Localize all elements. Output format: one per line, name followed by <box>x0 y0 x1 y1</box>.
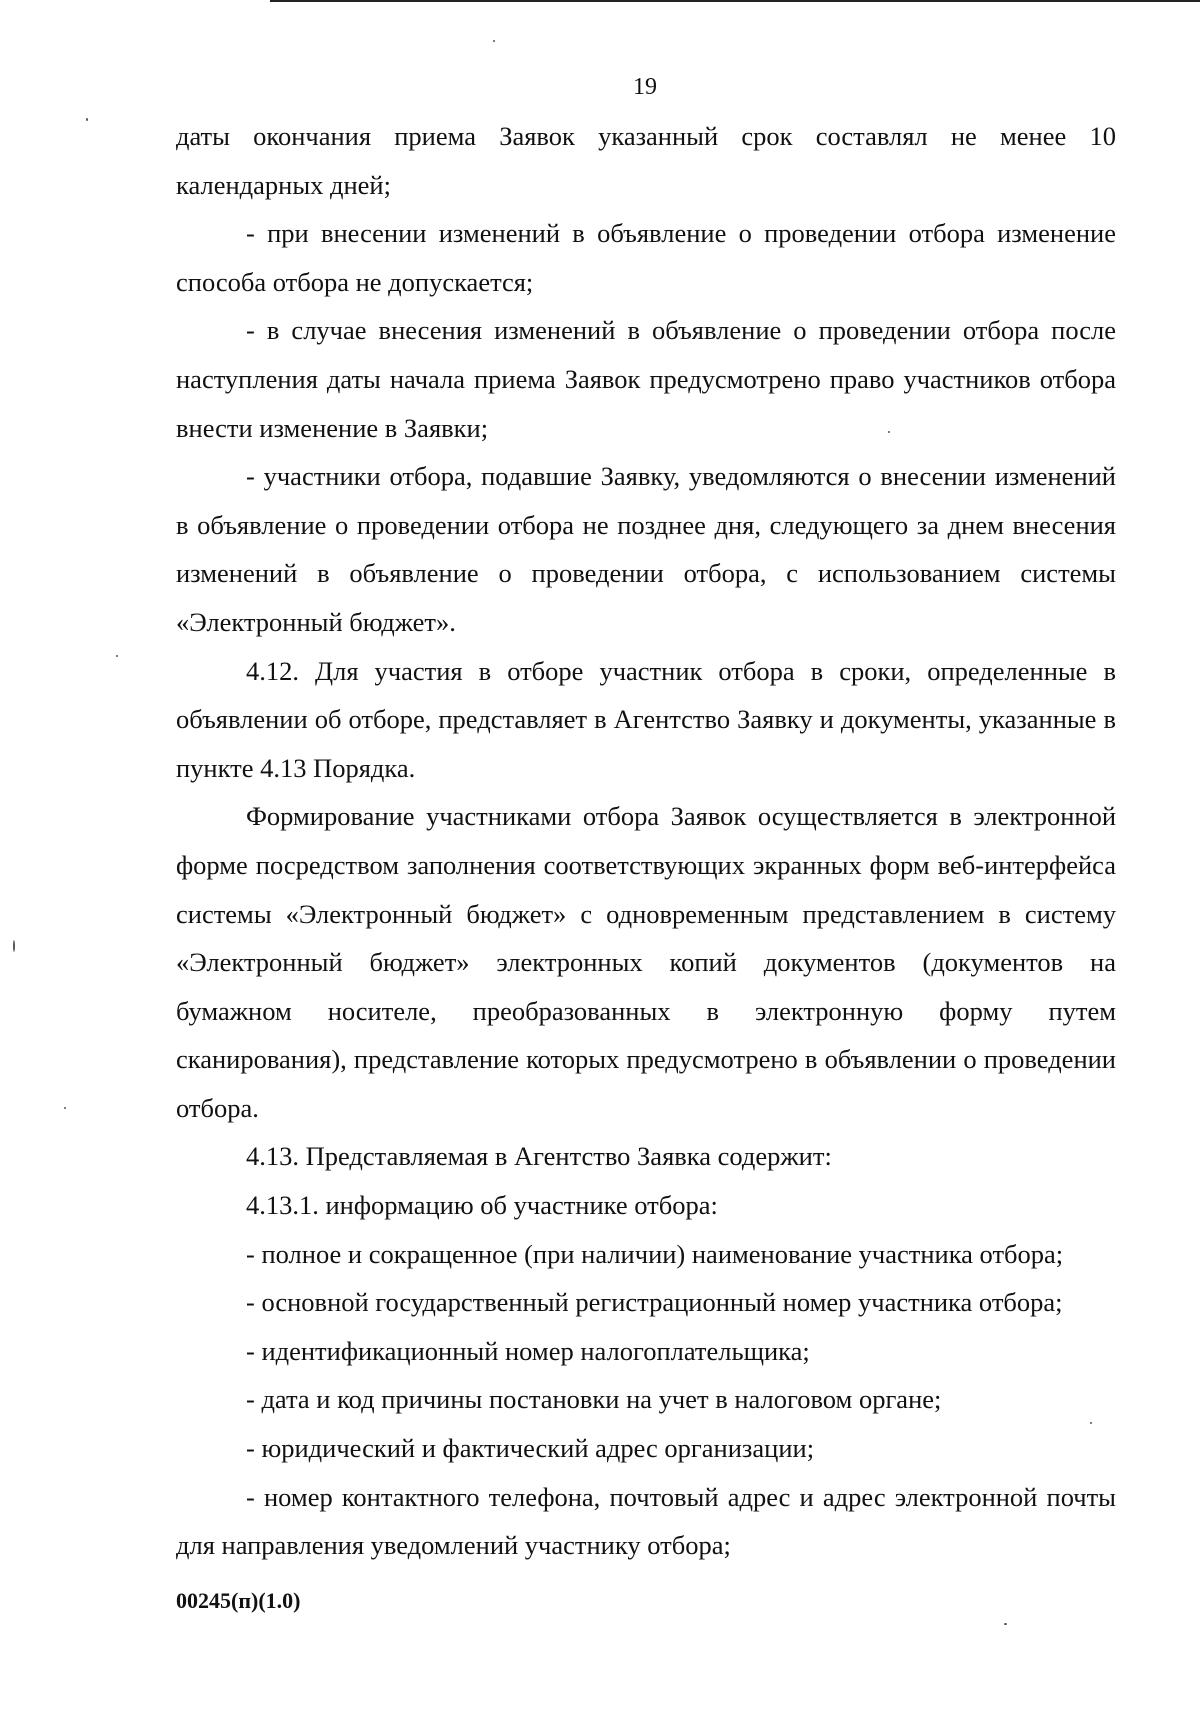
document-code: 00245(п)(1.0) <box>176 1588 301 1613</box>
paragraph-11: - идентификационный номер налогоплательщика; <box>246 1335 810 1366</box>
scan-speck <box>13 940 15 952</box>
scan-speck <box>1004 1623 1007 1625</box>
paragraph-9: - полное и сокращенное (при наличии) наименование участника отбора; <box>246 1238 1064 1269</box>
scan-speck <box>888 431 890 433</box>
paragraph-1: даты окончания приема Заявок указанный срок составлял не менее 10 календарных дней; <box>176 121 1116 200</box>
paragraph-14: - номер контактного телефона, почтовый адрес и адрес электронной почты для направления уведомлений участнику отбора; <box>176 1481 1116 1561</box>
scan-speck <box>64 1107 66 1109</box>
top-edge-rule <box>270 0 1200 2</box>
paragraph-4: - участники отбора, подавшие Заявку, уведомляются о внесении изменений в объявление о проведении отбора не позднее дня, следующего за днем внесения изменений в объявление о проведении отбора, с использованием системы «Электронный бюджет». <box>176 461 1116 637</box>
scan-speck <box>86 118 88 121</box>
paragraph-13: - юридический и фактический адрес организации; <box>246 1433 815 1464</box>
paragraph-12: - дата и код причины постановки на учет в налоговом органе; <box>246 1384 942 1415</box>
paragraph-6: Формирование участниками отбора Заявок осуществляется в электронной форме посредством заполнения соответствующих экранных форм веб-интерфейса системы «Электронный бюджет» с одновременным представлением в систему «Электронный бюджет» электронных копий документов (документов на бумажном носителе, преобразованных в электронную форму путем сканирования), представление которых предусмотрено в объявлении о проведении отбора. <box>176 801 1116 1123</box>
document-body <box>176 112 1116 1570</box>
page-number: 19 <box>633 74 657 100</box>
paragraph-3: - в случае внесения изменений в объявление о проведении отбора после наступления даты начала приема Заявок предусмотрено право участников отбора внести изменение в Заявки; <box>176 315 1116 443</box>
scan-speck <box>116 655 118 657</box>
paragraph-2: - при внесении изменений в объявление о проведении отбора изменение способа отбора не допускается; <box>176 218 1116 297</box>
paragraph-5: 4.12. Для участия в отборе участник отбора в сроки, определенные в объявлении об отборе, представляет в Агентство Заявку и документы, указанные в пункте 4.13 Порядка. <box>176 655 1116 783</box>
paragraph-7: 4.13. Представляемая в Агентство Заявка содержит: <box>246 1141 832 1172</box>
scan-speck <box>493 40 495 42</box>
paragraph-10: - основной государственный регистрационный номер участника отбора; <box>246 1287 1063 1318</box>
scan-speck <box>1090 1422 1092 1424</box>
paragraph-8: 4.13.1. информацию об участнике отбора: <box>246 1190 718 1221</box>
